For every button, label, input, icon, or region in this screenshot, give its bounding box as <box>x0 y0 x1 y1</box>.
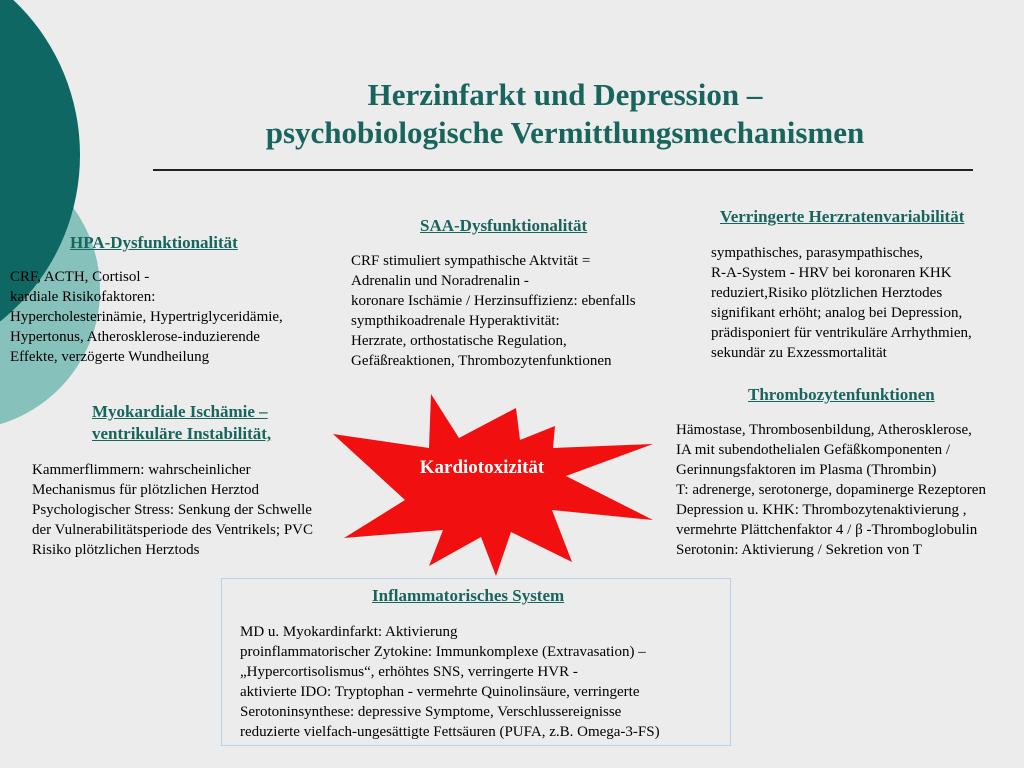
text-line: sympthikoadrenale Hyperaktivität: <box>351 313 560 329</box>
ischemia-heading-line-1: Myokardiale Ischämie – <box>92 402 268 421</box>
text-line: Serotonin: Aktivierung / Sekretion von T <box>676 542 922 558</box>
text-line: Psychologischer Stress: Senkung der Schwelle <box>32 502 312 518</box>
text-line: Adrenalin und Noradrenalin - <box>351 273 529 289</box>
text-line: Hypertonus, Atherosklerose-induzierende <box>10 329 260 345</box>
star-shape <box>333 394 653 576</box>
text-line: Hämostase, Thrombosenbildung, Atherosklerose, <box>676 422 972 438</box>
text-line: sympathisches, parasympathisches, <box>711 245 924 261</box>
text-line: IA mit subendothelialen Gefäßkomponenten / <box>676 442 951 458</box>
slide-title-line-1: Herzinfarkt und Depression – <box>367 77 763 112</box>
text-line: reduzierte vielfach-ungesättigte Fettsäuren (PUFA, z.B. Omega-3-FS) <box>240 724 660 740</box>
inflammatory-heading: Inflammatorisches System <box>372 586 565 605</box>
text-line: T: adrenerge, serotonerge, dopaminerge Rezeptoren <box>676 482 986 498</box>
text-line: sekundär zu Exzessmortalität <box>711 345 887 361</box>
ischemia-text <box>32 460 313 560</box>
text-line: aktivierte IDO: Tryptophan - vermehrte Quinolinsäure, verringerte <box>240 684 640 700</box>
slide-title-line-2: psychobiologische Vermittlungsmechanismen <box>265 115 865 150</box>
cardiotoxicity-label: Kardiotoxizität <box>419 457 545 478</box>
ischemia-heading <box>92 401 271 445</box>
text-line: Serotoninsynthese: depressive Symptome, Verschlussereignisse <box>240 704 622 720</box>
text-line: Kammerflimmern: wahrscheinlicher <box>32 462 251 478</box>
text-line: Gerinnungsfaktoren im Plasma (Thrombin) <box>676 462 937 478</box>
text-line: prädisponiert für ventrikuläre Arrhythmien, <box>711 325 972 341</box>
text-line: Depression u. KHK: Thrombozytenaktivierung , <box>676 502 967 518</box>
inflammatory-text <box>240 622 660 742</box>
thrombocytes-text <box>676 420 986 560</box>
text-line: kardiale Risikofaktoren: <box>10 289 156 305</box>
text-line: Effekte, verzögerte Wundheilung <box>10 349 210 365</box>
text-line: CRF, ACTH, Cortisol - <box>10 269 150 285</box>
hpa-heading: HPA-Dysfunktionalität <box>70 233 238 252</box>
text-line: Hypercholesterinämie, Hypertriglyceridämie, <box>10 309 283 325</box>
text-line: proinflammatorischer Zytokine: Immunkomplexe (Extravasation) – <box>240 644 646 660</box>
text-line: „Hypercortisolismus“, erhöhtes SNS, verringerte HVR - <box>240 664 578 680</box>
thrombocytes-heading: Thrombozytenfunktionen <box>748 385 935 404</box>
cardiotoxicity-star <box>330 390 670 580</box>
text-line: reduziert,Risiko plötzlichen Herztodes <box>711 285 943 301</box>
text-line: vermehrte Plättchenfaktor 4 / β -Thromboglobulin <box>676 522 978 538</box>
hrv-heading: Verringerte Herzratenvariabilität <box>720 207 965 226</box>
hrv-text <box>711 243 972 363</box>
text-line: MD u. Myokardinfarkt: Aktivierung <box>240 624 458 640</box>
text-line: Gefäßreaktionen, Thrombozytenfunktionen <box>351 353 612 369</box>
text-line: signifikant erhöht; analog bei Depression, <box>711 305 963 321</box>
slide-title <box>150 76 980 152</box>
text-line: Mechanismus für plötzlichen Herztod <box>32 482 260 498</box>
title-divider <box>153 169 973 171</box>
text-line: Risiko plötzlichen Herztods <box>32 542 200 558</box>
text-line: R-A-System - HRV bei koronaren KHK <box>711 265 952 281</box>
saa-heading: SAA-Dysfunktionalität <box>420 216 588 235</box>
text-line: Herzrate, orthostatische Regulation, <box>351 333 567 349</box>
text-line: der Vulnerabilitätsperiode des Ventrikels; PVC <box>32 522 313 538</box>
hpa-text <box>10 267 283 367</box>
ischemia-heading-line-2: ventrikuläre Instabilität, <box>92 424 272 443</box>
saa-text <box>351 251 636 371</box>
text-line: CRF stimuliert sympathische Aktvität = <box>351 253 591 269</box>
text-line: koronare Ischämie / Herzinsuffizienz: ebenfalls <box>351 293 636 309</box>
